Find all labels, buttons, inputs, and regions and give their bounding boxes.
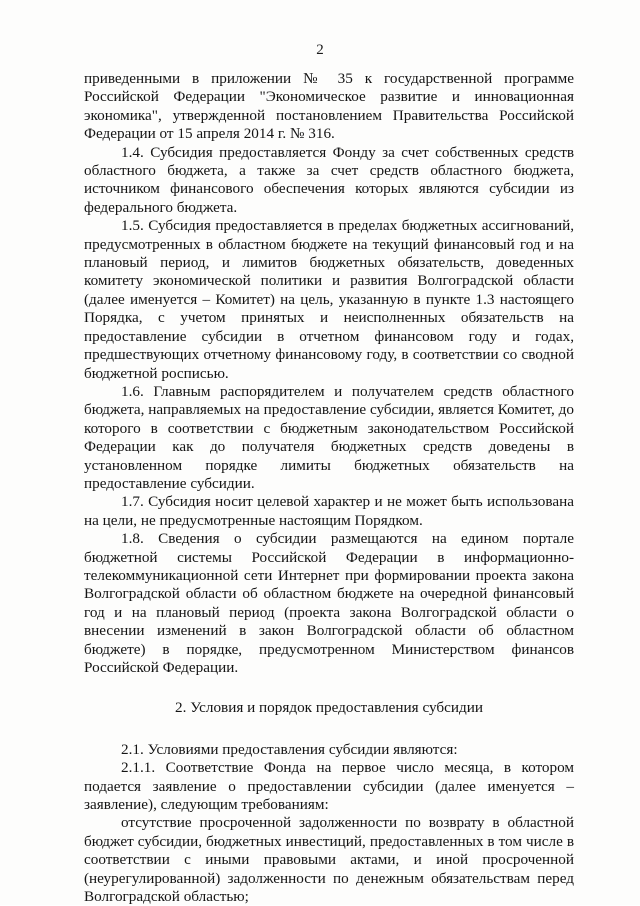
paragraph-1-7: 1.7. Субсидия носит целевой характер и не может быть использована на цели, не предусмотренные настоящим Порядком. [84,493,574,529]
section-heading: 2. Условия и порядок предоставления субсидии [175,699,483,717]
paragraph-1-5: 1.5. Субсидия предоставляется в пределах бюджетных ассигнований, предусмотренных в областном бюджете на текущий финансовый год и на плановый период, и лимитов бюджетных обязательств, доведенных комитету экономической политики и развития Волгоградской области (далее именуется – Комитет) на цель, указанную в пункте 1.3 настоящего Порядка, с учетом принятых и неисполненных обязательств на предоставление субсидии в отчетном финансовом году и годах, предшествующих отчетному финансовому году, в соответствии со сводной бюджетной росписью. [84,217,574,382]
paragraph-requirement: отсутствие просроченной задолженности по возврату в областной бюджет субсидии, бюджетных инвестиций, предоставленных в том числе в соответствии с иными правовыми актами, и иной просроченной (неурегулированной) задолженности по денежным обязательствам перед Волгоградской областью; [84,814,574,906]
page-number: 2 [316,42,324,58]
paragraph-1-6: 1.6. Главным распорядителем и получателем средств областного бюджета, направляемых на предоставление субсидии, является Комитет, до которого в соответствии с бюджетным законодательством Российской Федерации как до получателя бюджетных средств доведены в установленном порядке лимиты бюджетных обязательств на предоставление субсидии. [84,382,574,492]
paragraph-1-8: 1.8. Сведения о субсидии размещаются на едином портале бюджетной системы Российской Федерации в информационно-телекоммуникационной сети Интернет при формировании проекта закона Волгоградской области об областном бюджете на очередной финансовый год и на плановый период (проекта закона Волгоградской области о внесении изменений в закон Волгоградской области об областном бюджете) в порядке, предусмотренном Министерством финансов Российской Федерации. [84,530,574,676]
paragraph-2-1: 2.1. Условиями предоставления субсидии являются: [121,740,458,758]
document-body [84,70,574,906]
paragraph-1-4: 1.4. Субсидия предоставляется Фонду за счет собственных средств областного бюджета, а также за счет средств областного бюджета, источником финансового обеспечения которых являются субсидии из федерального бюджета. [84,143,574,216]
paragraph-2-1-1: 2.1.1. Соответствие Фонда на первое число месяца, в котором подается заявление о предоставлении субсидии (далее именуется – заявление), следующим требованиям: [84,759,574,814]
paragraph-continuation: приведенными в приложении № 35 к государственной программе Российской Федерации "Экономическое развитие и инновационная экономика", утвержденной постановлением Правительства Российской Федерации от 15 апреля 2014 г. № 316. [84,70,574,143]
